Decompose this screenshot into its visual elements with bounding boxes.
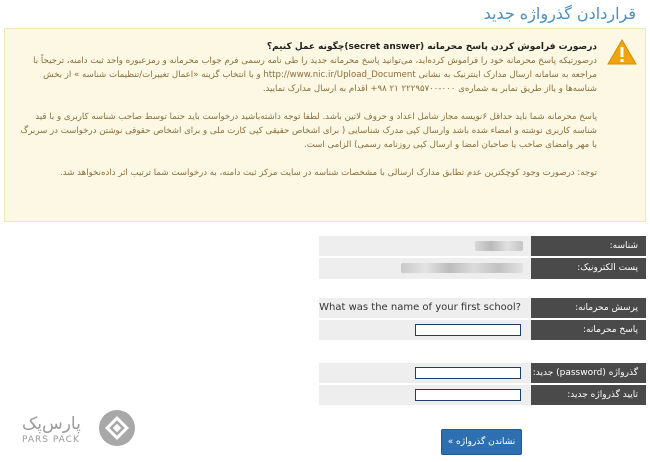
redacted-id	[475, 241, 523, 251]
brand-watermark	[10, 406, 142, 454]
id-value	[319, 236, 531, 256]
notice-paragraph-1: درصورتیکه پاسخ محرمانه خود را فراموش کرده‌اید، می‌توانید پاسخ محرمانه جدید را طی نامه رسمی فرم جواب محرمانه و رمزعبوره واحد ثبت دامنه، ترجیحاً با مراجعه به سامانه ارسال مدارک اینترنیک به نشانی http://www.nic.ir/Upload_Document و با انتخاب گزینه «اعمال تغییرات/تنظیمات شناسه » از بخش شناسه‌ها و یا‌از طریق نمابر به شماره‌ی ۰۰۰-۲۲۲۹۵۷۰۰ ۲۱ ۹۸+ اقدام به ارسال مدارک نمایید.	[33, 56, 597, 94]
new-password-input[interactable]	[415, 367, 521, 379]
confirm-password-label: تایید گذرواژه جدید:	[531, 385, 646, 405]
warning-triangle-icon	[607, 39, 637, 65]
secret-answer-row	[319, 320, 531, 340]
brand-name-fa: پارس‌پک	[22, 414, 81, 434]
secret-question-value: What was the name of your first school?	[319, 302, 521, 313]
secret-answer-label: پاسخ محرمانه:	[531, 320, 646, 340]
notice-question: درصورت فراموش کردن پاسخ محرمانه (secret answer)چگونه عمل کنیم؟	[266, 42, 597, 52]
confirm-password-input[interactable]	[415, 389, 521, 401]
secret-question-row	[319, 298, 531, 318]
email-label: پست الکترونیک:	[531, 258, 646, 279]
confirm-password-row	[319, 385, 531, 405]
show-password-button[interactable]: نشاندن گذرواژه »	[441, 429, 522, 455]
new-password-row	[319, 363, 531, 383]
page-title: قراردادن گذرواژه جدید	[483, 4, 636, 23]
notice-paragraph-2: پاسخ محرمانه شما باید حداقل ۶نویسه مجاز شامل اعداد و حروف لاتین باشد. لطفا توجه داشته‌باشید درخواست باید حتما توسط صاحب شناسه کاربری و با قید شناسه کاربری نوشته و امضاء شده باشد وارسال کپی مدرک شناسایی ( برای اشخاص حقیقی کپی کارت ملی و برای اشخاص حقوقی نوشتن درخواست در سربرگ با مهر وامضای صاحب یا صاحبان امضا و ارسال کپی روزنامه رسمی) الزامی است.	[20, 112, 597, 150]
redacted-email	[401, 263, 523, 273]
notice-box	[4, 28, 646, 222]
brand-logo-icon	[98, 409, 136, 447]
secret-question-label: پرسش محرمانه:	[531, 298, 646, 318]
secret-answer-input[interactable]	[415, 324, 521, 336]
notice-paragraph-3: توجه: درصورت وجود کوچکترین عدم تطابق مدارک ارسالی با مشخصات شناسه در سایت مرکز ثبت دامنه، به درخواست شما ترتیب اثر داده‌نخواهد شد.	[60, 168, 597, 178]
brand-name-en: PARS PACK	[22, 435, 80, 445]
notice-body	[15, 40, 597, 180]
id-label: شناسه:	[531, 236, 646, 256]
email-value	[319, 258, 531, 279]
new-password-label: گذرواژه (password) جدید:	[531, 363, 646, 383]
